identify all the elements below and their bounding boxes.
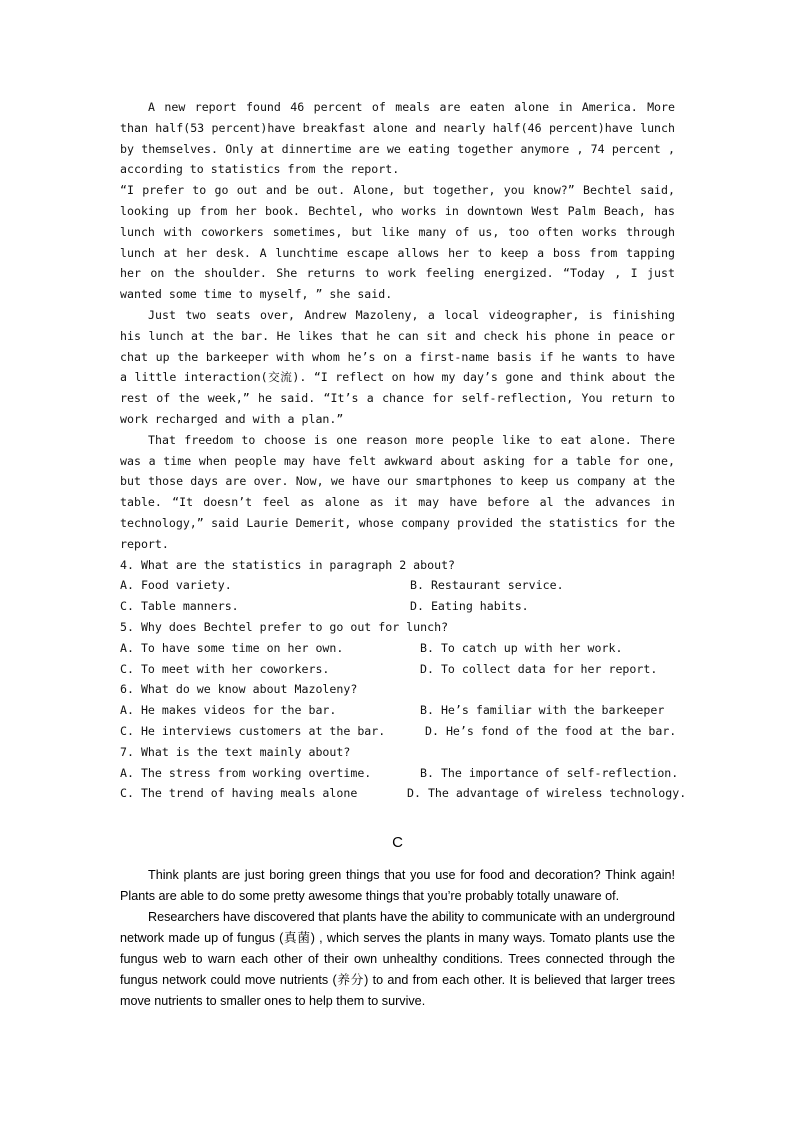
passage-paragraph-1: A new report found 46 percent of meals are eaten alone in America. More than half(53 percent)have breakfast alone and nearly half(46 percent)have lunch by themselves. Only at dinnertime are we eating together anymore , 74 percent , according to statistics from the report.	[120, 100, 675, 177]
question-6	[120, 679, 675, 741]
question-7	[120, 742, 687, 804]
option-a: A. He makes videos for the bar.	[120, 703, 337, 718]
option-b: B. The importance of self-reflection.	[420, 765, 679, 780]
passage-paragraph-3: Just two seats over, Andrew Mazoleny, a local videographer, is finishing his lunch at the bar. He likes that he can sit and check his phone in peace or chat up the barkeeper with whom he’s on a first-name basis if he wants to have a little interaction(交流). “I reflect on how my day’s gone and think about the rest of the week,” he said. “It’s a chance for self-reflection, You return to work recharged and with a plan.”	[120, 307, 675, 426]
option-d: D. To collect data for her report.	[420, 661, 658, 676]
question-stem: 6. What do we know about Mazoleny?	[120, 682, 358, 697]
question-stem: 7. What is the text mainly about?	[120, 744, 351, 759]
option-d: D. The advantage of wireless technology.	[407, 786, 687, 801]
option-c: C. He interviews customers at the bar.	[120, 723, 386, 738]
option-b: B. Restaurant service.	[410, 578, 564, 593]
question-stem: 5. Why does Bechtel prefer to go out for lunch?	[120, 619, 449, 634]
passage-c	[120, 832, 675, 1012]
option-b: B. He’s familiar with the barkeeper	[420, 703, 665, 718]
option-c: C. The trend of having meals alone	[120, 786, 358, 801]
option-b: B. To catch up with her work.	[420, 640, 623, 655]
option-a: A. To have some time on her own.	[120, 640, 344, 655]
option-d: D. Eating habits.	[410, 599, 529, 614]
passage-c-paragraph-1: Think plants are just boring green things that you use for food and decoration? Think again! Plants are able to do some pretty awesome things that you’re probably totally unaware of.	[120, 868, 675, 903]
passage-paragraph-2: “I prefer to go out and be out. Alone, but together, you know?” Bechtel said, looking up from her book. Bechtel, who works in downtown West Palm Beach, has lunch with coworkers sometimes, but like many of us, too often works through lunch at her desk. A lunchtime escape allows her to keep a boss from tapping her on the shoulder. She returns to work feeling energized. “Today , I just wanted some time to myself, ” she said.	[120, 183, 675, 302]
option-c: C. Table manners.	[120, 599, 239, 614]
passage-c-paragraph-2: Researchers have discovered that plants have the ability to communicate with an underground network made up of fungus (真菌) , which serves the plants in many ways. Tomato plants use the fungus web to warn each other of their own unhealthy conditions. Trees connected through the fungus network could move nutrients (养分) to and from each other. It is believed that larger trees move nutrients to smaller ones to help them to survive.	[120, 910, 675, 1008]
option-a: A. Food variety.	[120, 578, 232, 593]
section-title: C	[392, 834, 403, 851]
passage-paragraph-4: That freedom to choose is one reason more people like to eat alone. There was a time when people may have felt awkward about asking for a table for one, but those days are over. Now, we have our smartphones to keep us company at the table. “It doesn’t feel as alone as it may have before al the advances in technology,” said Laurie Demerit, whose company provided the statistics for the report.	[120, 432, 675, 551]
question-5	[120, 617, 675, 679]
passage-b	[120, 97, 687, 804]
question-stem: 4. What are the statistics in paragraph 2 about?	[120, 557, 456, 572]
option-a: A. The stress from working overtime.	[120, 765, 372, 780]
option-c: C. To meet with her coworkers.	[120, 661, 330, 676]
option-d: D. He’s fond of the food at the bar.	[425, 723, 677, 738]
question-4	[120, 555, 675, 617]
